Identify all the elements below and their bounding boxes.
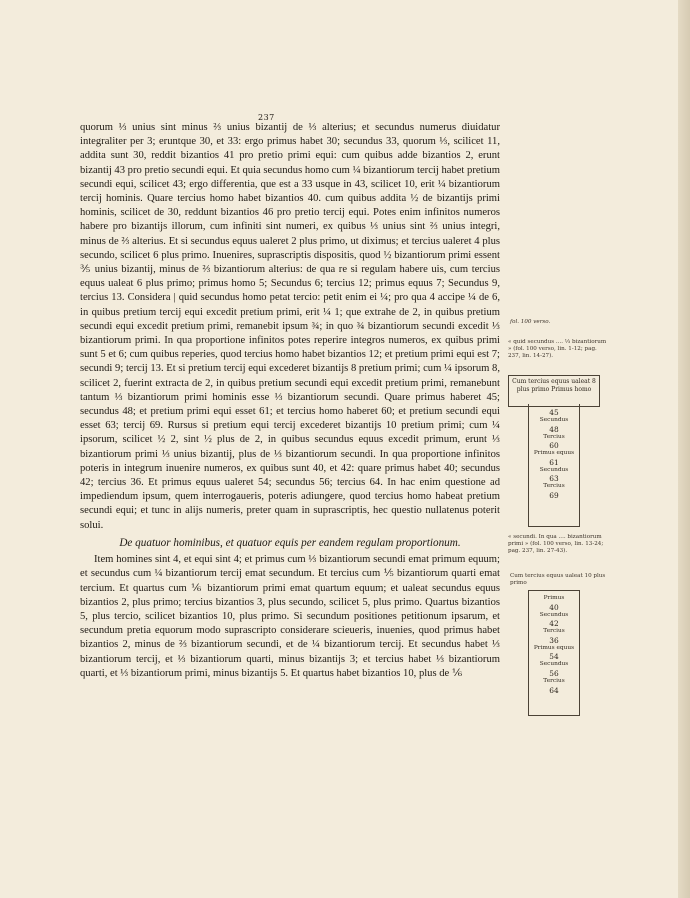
- table1-value: 69: [549, 490, 559, 500]
- table2-value: 42: [549, 619, 559, 629]
- table-1-column: [528, 404, 580, 527]
- table2-label: Secundus: [539, 661, 569, 668]
- paragraph-2: Item homines sint 4, et equi sint 4; et primus cum ⅓ bizantiorum secundi emat primum equum; et secundus cum ¼ bizantiorum tercij emat secundum. Et tercius cum ⅕ bizantiorum quarti emat tercium. Et quartus cum ⅙ bizantiorum primi emat quartum equum; et ualeat secundus equus bizantios 2, plus primo; tercius bizantios 3, plus secundo, scilicet 5, plus primo. Quartus bizantios 5, plus tercio, scilicet bizantios 10, plus primo. Si secundum positiones petitionum ipsarum, et secundum pretia equorum modo suprascripto considerare scieueris, inuenies, quod primus habet bizantios 2, minus de ⅔ bizantiorum secundi, et de ¼ bizantiorum tercij. Et secundus habet ⅓ bizantiorum tercij, et ⅓ bizantiorum quarti, minus bizantijs 3; et tercius habet ⅓ bizantiorum quarti, et ⅓ bizantiorum primi, minus bizantijs 5. Et quartus habet bizantios 10, plus de ⅙: [80, 554, 500, 679]
- table-2-list: [529, 591, 579, 695]
- section-heading: De quatuor hominibus, et quatuor equis per eandem regulam proportionum.: [119, 536, 461, 549]
- main-text-block: [80, 121, 500, 681]
- page-number: 237: [258, 113, 275, 122]
- table1-value: 60: [549, 441, 559, 451]
- table2-label: Secundus: [539, 611, 569, 618]
- table2-label: Tercius: [543, 677, 565, 684]
- table-1-list: [529, 404, 579, 500]
- table2-value: 36: [549, 635, 559, 645]
- table-1-header-line-1: Cum tercius equus ualeat 8: [512, 378, 596, 385]
- table2-value: 56: [549, 668, 559, 678]
- table2-value: 40: [549, 602, 559, 612]
- table1-label: Secundus: [539, 417, 569, 423]
- page-edge: [678, 0, 690, 898]
- table2-label: Primus: [543, 595, 565, 601]
- table1-label: Tercius: [543, 433, 565, 440]
- margin-note-folio: fol. 100 verso.: [510, 319, 551, 325]
- table1-value: 61: [549, 457, 559, 467]
- table2-label: Primus equus: [533, 644, 575, 651]
- table-2-caption: Cum tercius equus ualeat 10 plus primo: [510, 573, 606, 586]
- table2-label: Tercius: [543, 628, 565, 635]
- table-1-header: [508, 375, 600, 407]
- paragraph-1: quorum ⅓ unius sint minus ⅔ unius bizantij de ⅓ alterius; et secundus numerus diuidatur integraliter per 3; eruntque 30, et 33: ergo primus habet 30; secundus 33, quorum ⅓, scilicet 11, addita sunt 30, reddit bizantios 41 pro pretio primi equi: cum quibus adde bizantios 2, erunt bizantij 43 pro pretio secundi equi. Et quia secundus homo cum ¼ bizantiorum tercij habet pretium secundi equi, scilicet 43; ergo differentia, que est a 33 usque in 43, scilicet 10, erit ¼ bizantiorum tercij hominis. Quare tercius homo habet bizantios 40. cum quibus addita ½ de bizantijs primi hominis, scilicet de 30, reddunt bizantios 46 pro pretio tercij equi. Potes enim infinitos numeros habere pro bizantijs illorum, cum infiniti sint numeri, ex quibus ⅓ unius sint ⅔ unius integri, minus de ⅔ alterius. Et si secundus equus ualeret 2 plus primo, ut diximus; et tercius ualeret 4 plus secundo, scilicet 6 plus primo. Inuenires, suprascriptis dispositis, quod ½ bizantiorum primi essent ⅗ unius bizantij, minus de ⅔ bizantiorum alterius: de qua re si regulam habere uis, cum tercius equus ualeat 6 plus primo; primus homo 5; Secundus 6; tercius 12; primus equus 7; Secundus 9, tercius 13. Considera | quid secundus homo petat tercio: petit enim ei ¼; pro qua 4 accipe ¼ de 6, in quibus pretium tercij equi excedit pretium primi, erit ¼ 1; que extrahe de 2, in quibus pretium secundi equi excedit pretium primi, remanebit ipsum ¾; in quo ¾ bizantiorum secundi excedit ⅓ bizantiorum primi. In qua proportione infinitos potes reperire integros numeros, ex quibus primi sunt 5 et 6; cum quibus reperies, quod tercius homo habet bizantios 12; et pretium primi equi est 7; secundi 9; tercij 13. Et si pretium tercij equi excederet bizantijs 8 pretium primi; cum ¼ ipsorum 8, scilicet 2, fuerint extracta de 2, in quibus pretium secundi equi excedit pretium primi, remanebunt tantum ⅓ bizantiorum primi hominis esse ⅓ bizantiorum secundi. Quare primus haberet 45; secundus 48; et pretium primi equi esset 61; et tercius homo haberet 60; et pretium secundi equi esset 63; tercij 69. Rursus si pretium equi tercij excederet bizantijs 10 pretium primi; cum ¼ ipsorum, scilicet ½ 2, sint ½ plus de 2, in quibus secundus equus excedit primum, erunt ⅓ bizantiorum primi ⅓ unius bizantij, plus de ⅓ bizantiorum secundi. In qua proportione infinitos poteris in integrum inuenire numeros, ex quibus sunt 40, et 42: quare primus habet 40; secundus 42; tercius 36. Et primus equus ualeret 54; secundus 56; tercius 64. In hac enim questione ad impediendum ipsum, quem interrogaueris, poteris adiungere, quod tercius homo habeat pretium secundi equi; et tunc in alijs numeris, preter quam in suprascriptis, hec questio nullatenus poterit solui.: [80, 122, 500, 531]
- table2-value: 54: [549, 652, 559, 662]
- table1-value: 45: [549, 408, 559, 417]
- table1-value: 48: [549, 424, 559, 434]
- table-2-column: [528, 590, 580, 716]
- margin-note-reference-2: « secundi. In qua .... bizantiorum primi » (fol. 100 verso, lin. 13-24; pag. 237, lin. 27-43).: [508, 534, 604, 554]
- margin-note-reference-1: « quid secundus .... ⅓ bizantiorum » (fol. 100 verso, lin. 1-12; pag. 237, lin. 14-27).: [508, 339, 607, 359]
- table1-label: Tercius: [543, 483, 565, 490]
- table-1-header-line-2: plus primo Primus homo: [516, 386, 592, 393]
- table1-value: 63: [549, 474, 559, 484]
- table2-value: 64: [549, 685, 559, 695]
- table1-label: Primus equus: [533, 450, 575, 457]
- table1-label: Secundus: [539, 466, 569, 473]
